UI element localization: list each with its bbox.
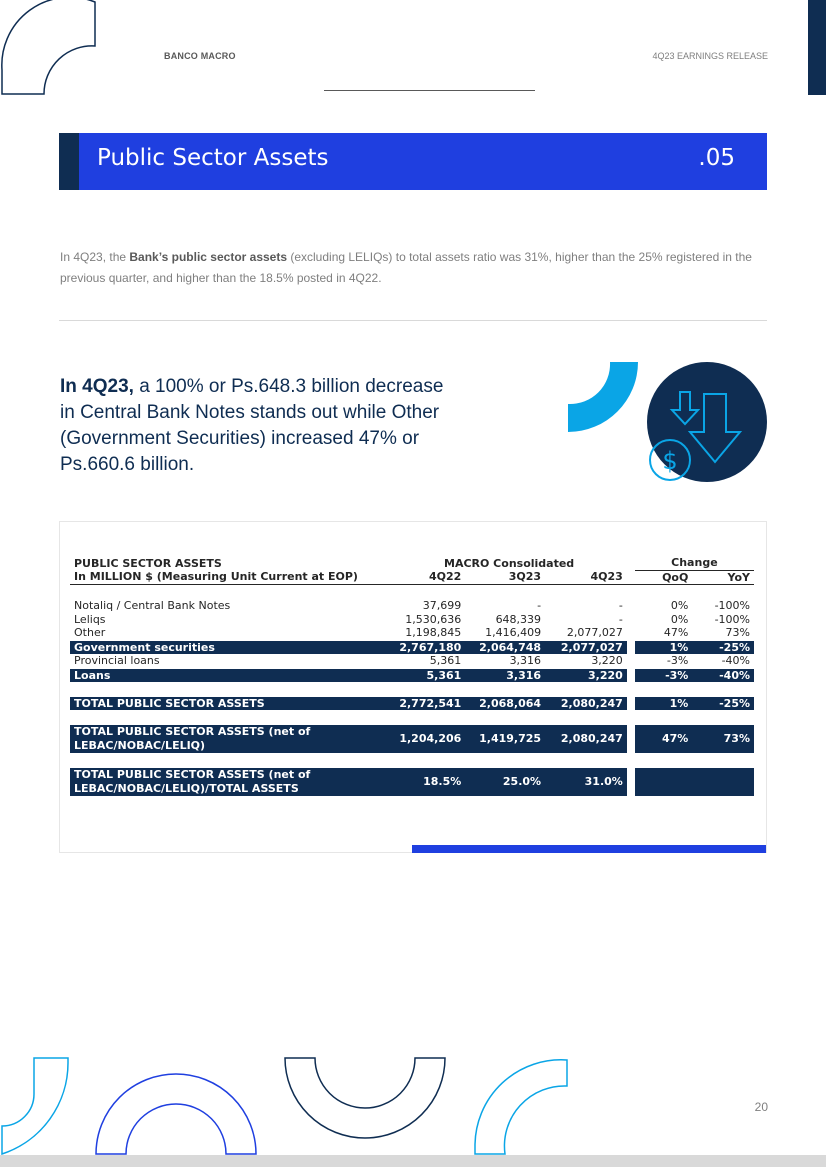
table-row: Other 1,198,845 1,416,409 2,077,027 47% 73% bbox=[74, 626, 750, 639]
public-sector-assets-table bbox=[70, 556, 754, 796]
table-row: Notaliq / Central Bank Notes 37,699 - - 0% -100% bbox=[74, 598, 750, 612]
header-arc-decoration bbox=[0, 0, 100, 96]
footer-arc-decoration bbox=[0, 1056, 600, 1156]
table-row-subtotal: Government securities 2,767,180 2,064,748 2,077,027 1% -25% bbox=[70, 640, 754, 654]
col-header: 3Q23 bbox=[465, 570, 545, 584]
table-bottom-accent bbox=[412, 845, 766, 853]
report-name: 4Q23 EARNINGS RELEASE bbox=[652, 51, 768, 61]
unit-label: In MILLION $ (Measuring Unit Current at EOP) bbox=[70, 570, 391, 584]
highlight-text: In 4Q23, a 100% or Ps.648.3 billion decrease in Central Bank Notes stands out while Other (Government Securities) increased 47% or Ps.660.6 billion. bbox=[60, 376, 444, 475]
section-number: .05 bbox=[698, 145, 735, 171]
table-row: Provincial loans 5,361 3,316 3,220 -3% -40% bbox=[74, 654, 750, 667]
table-row-total: TOTAL PUBLIC SECTOR ASSETS 2,772,541 2,068,064 2,080,247 1% -25% bbox=[70, 696, 754, 710]
section-title-accent bbox=[59, 133, 79, 190]
highlight-lead: In 4Q23, bbox=[60, 376, 134, 397]
table-row-total-net: TOTAL PUBLIC SECTOR ASSETS (net of LEBAC/NOBAC/LELIQ) 1,204,206 1,419,725 2,080,247 47% 73% bbox=[70, 724, 754, 753]
intro-bold: Bank’s public sector assets bbox=[129, 250, 288, 264]
col-header: YoY bbox=[692, 570, 754, 584]
table-row: Leliqs 1,530,636 648,339 - 0% -100% bbox=[74, 612, 750, 626]
decrease-arrows-dollar-icon bbox=[644, 388, 744, 486]
svg-text:$: $ bbox=[662, 447, 678, 475]
company-name: BANCO MACRO bbox=[164, 51, 236, 61]
col-header: QoQ bbox=[635, 570, 693, 584]
group-header: MACRO Consolidated bbox=[444, 556, 575, 570]
intro-paragraph: In 4Q23, the Bank’s public sector assets (excluding LELIQs) to total assets ratio was 31%, higher than the 25% registered in the previous quarter, and higher than the 18.5% posted in 4Q22. bbox=[60, 250, 752, 285]
footer-strip bbox=[0, 1155, 826, 1167]
col-header: 4Q23 bbox=[545, 570, 627, 584]
table-row-subtotal: Loans 5,361 3,316 3,220 -3% -40% bbox=[70, 668, 754, 682]
right-edge-tab bbox=[808, 0, 826, 95]
section-title: Public Sector Assets bbox=[97, 145, 329, 171]
table-title: PUBLIC SECTOR ASSETS bbox=[74, 556, 222, 570]
table-row-ratio: TOTAL PUBLIC SECTOR ASSETS (net of LEBAC/NOBAC/LELIQ)/TOTAL ASSETS 18.5% 25.0% 31.0% bbox=[70, 767, 754, 796]
header-rule bbox=[324, 90, 535, 91]
page-number: 20 bbox=[754, 1100, 768, 1114]
section-separator bbox=[59, 320, 767, 321]
col-header: 4Q22 bbox=[391, 570, 465, 584]
change-header: Change bbox=[635, 556, 754, 570]
